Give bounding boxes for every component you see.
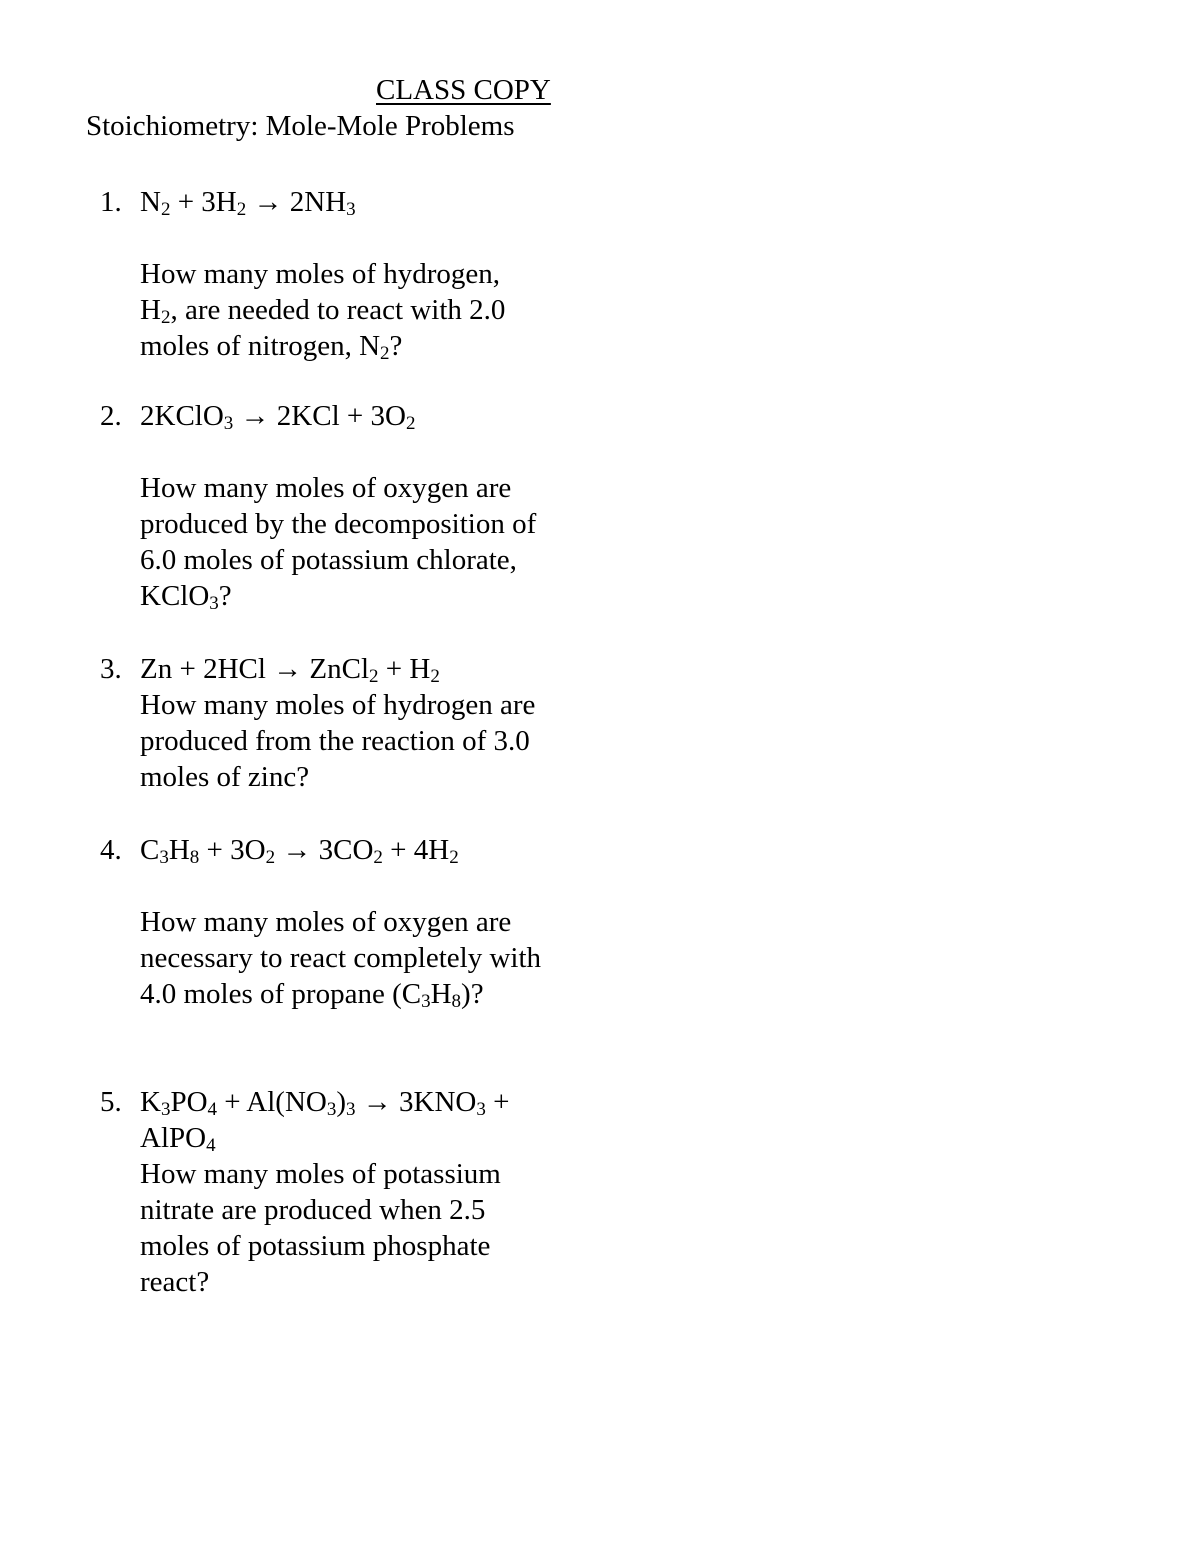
- subscript: 2: [160, 199, 171, 220]
- problem-number: 4.: [100, 834, 122, 866]
- subscript: 3: [160, 1099, 171, 1120]
- subscript: 3: [326, 1099, 337, 1120]
- chemical-equation: $C_3H_8 + 3O_2 \to 3CO_2 + 4H_2$: [140, 834, 459, 868]
- problem-4: [100, 832, 580, 1012]
- problem-question: How many moles of potassium nitrate are produced when 2.5 moles of potassium phosphate react?: [140, 1158, 501, 1298]
- problem-number: 2.: [100, 400, 122, 432]
- subscript: 2: [430, 666, 440, 687]
- worksheet-title: Stoichiometry: Mole-Mole Problems: [86, 110, 515, 142]
- subscript: 2: [449, 847, 459, 868]
- subscript: 3: [159, 847, 169, 868]
- problem-5: [100, 1084, 580, 1300]
- problem-question: How many moles of hydrogen are produced from the reaction of 3.0 moles of zinc?: [140, 689, 536, 793]
- chemical-equation: Zn + 2HCl → ZnCl$_2$ + $H_2$: [140, 653, 440, 687]
- subscript: 3: [476, 1099, 486, 1120]
- subscript: 2: [265, 847, 276, 868]
- subscript: 2: [369, 666, 379, 687]
- subscript: 2: [380, 343, 390, 364]
- subscript: 2: [405, 413, 416, 434]
- problem-2: [100, 398, 580, 614]
- chemical-equation: $N_2 + 3H_2 \to 2NH_3$: [140, 186, 356, 220]
- subscript: 4: [207, 1099, 218, 1120]
- problem-number: 3.: [100, 653, 122, 685]
- problem-number: 5.: [100, 1086, 122, 1118]
- problem-number: 1.: [100, 186, 122, 218]
- subscript: 3: [421, 991, 431, 1012]
- problem-3: [100, 651, 580, 795]
- subscript: 8: [451, 991, 462, 1012]
- chemical-equation: $K_3PO_4 + Al(NO_3)_3 \to 3KNO_3$ + AlPO$_4$: [140, 1086, 510, 1156]
- subscript: 3: [346, 1099, 356, 1120]
- subscript: 4: [206, 1135, 216, 1156]
- subscript: 2: [160, 307, 171, 328]
- subscript: 3: [223, 413, 234, 434]
- problem-question: How many moles of oxygen are produced by the decomposition of 6.0 moles of potassium chlorate, KClO$_3$?: [140, 472, 537, 614]
- chemical-equation: 2KClO$_3$ → $2KCl + 3O_2$: [140, 400, 416, 434]
- class-copy-heading: CLASS COPY: [376, 74, 551, 106]
- subscript: 2: [373, 847, 383, 868]
- subscript: 8: [189, 847, 200, 868]
- subscript: 3: [346, 199, 356, 220]
- subscript: 3: [209, 593, 219, 614]
- problem-question: How many moles of hydrogen, $H_2$, are needed to react with 2.0 moles of nitrogen, $N_2$?: [140, 258, 506, 364]
- subscript: 2: [236, 199, 247, 220]
- problem-1: [100, 184, 580, 364]
- problem-question: How many moles of oxygen are necessary to react completely with 4.0 moles of propane $(C_3H_8)$?: [140, 906, 542, 1012]
